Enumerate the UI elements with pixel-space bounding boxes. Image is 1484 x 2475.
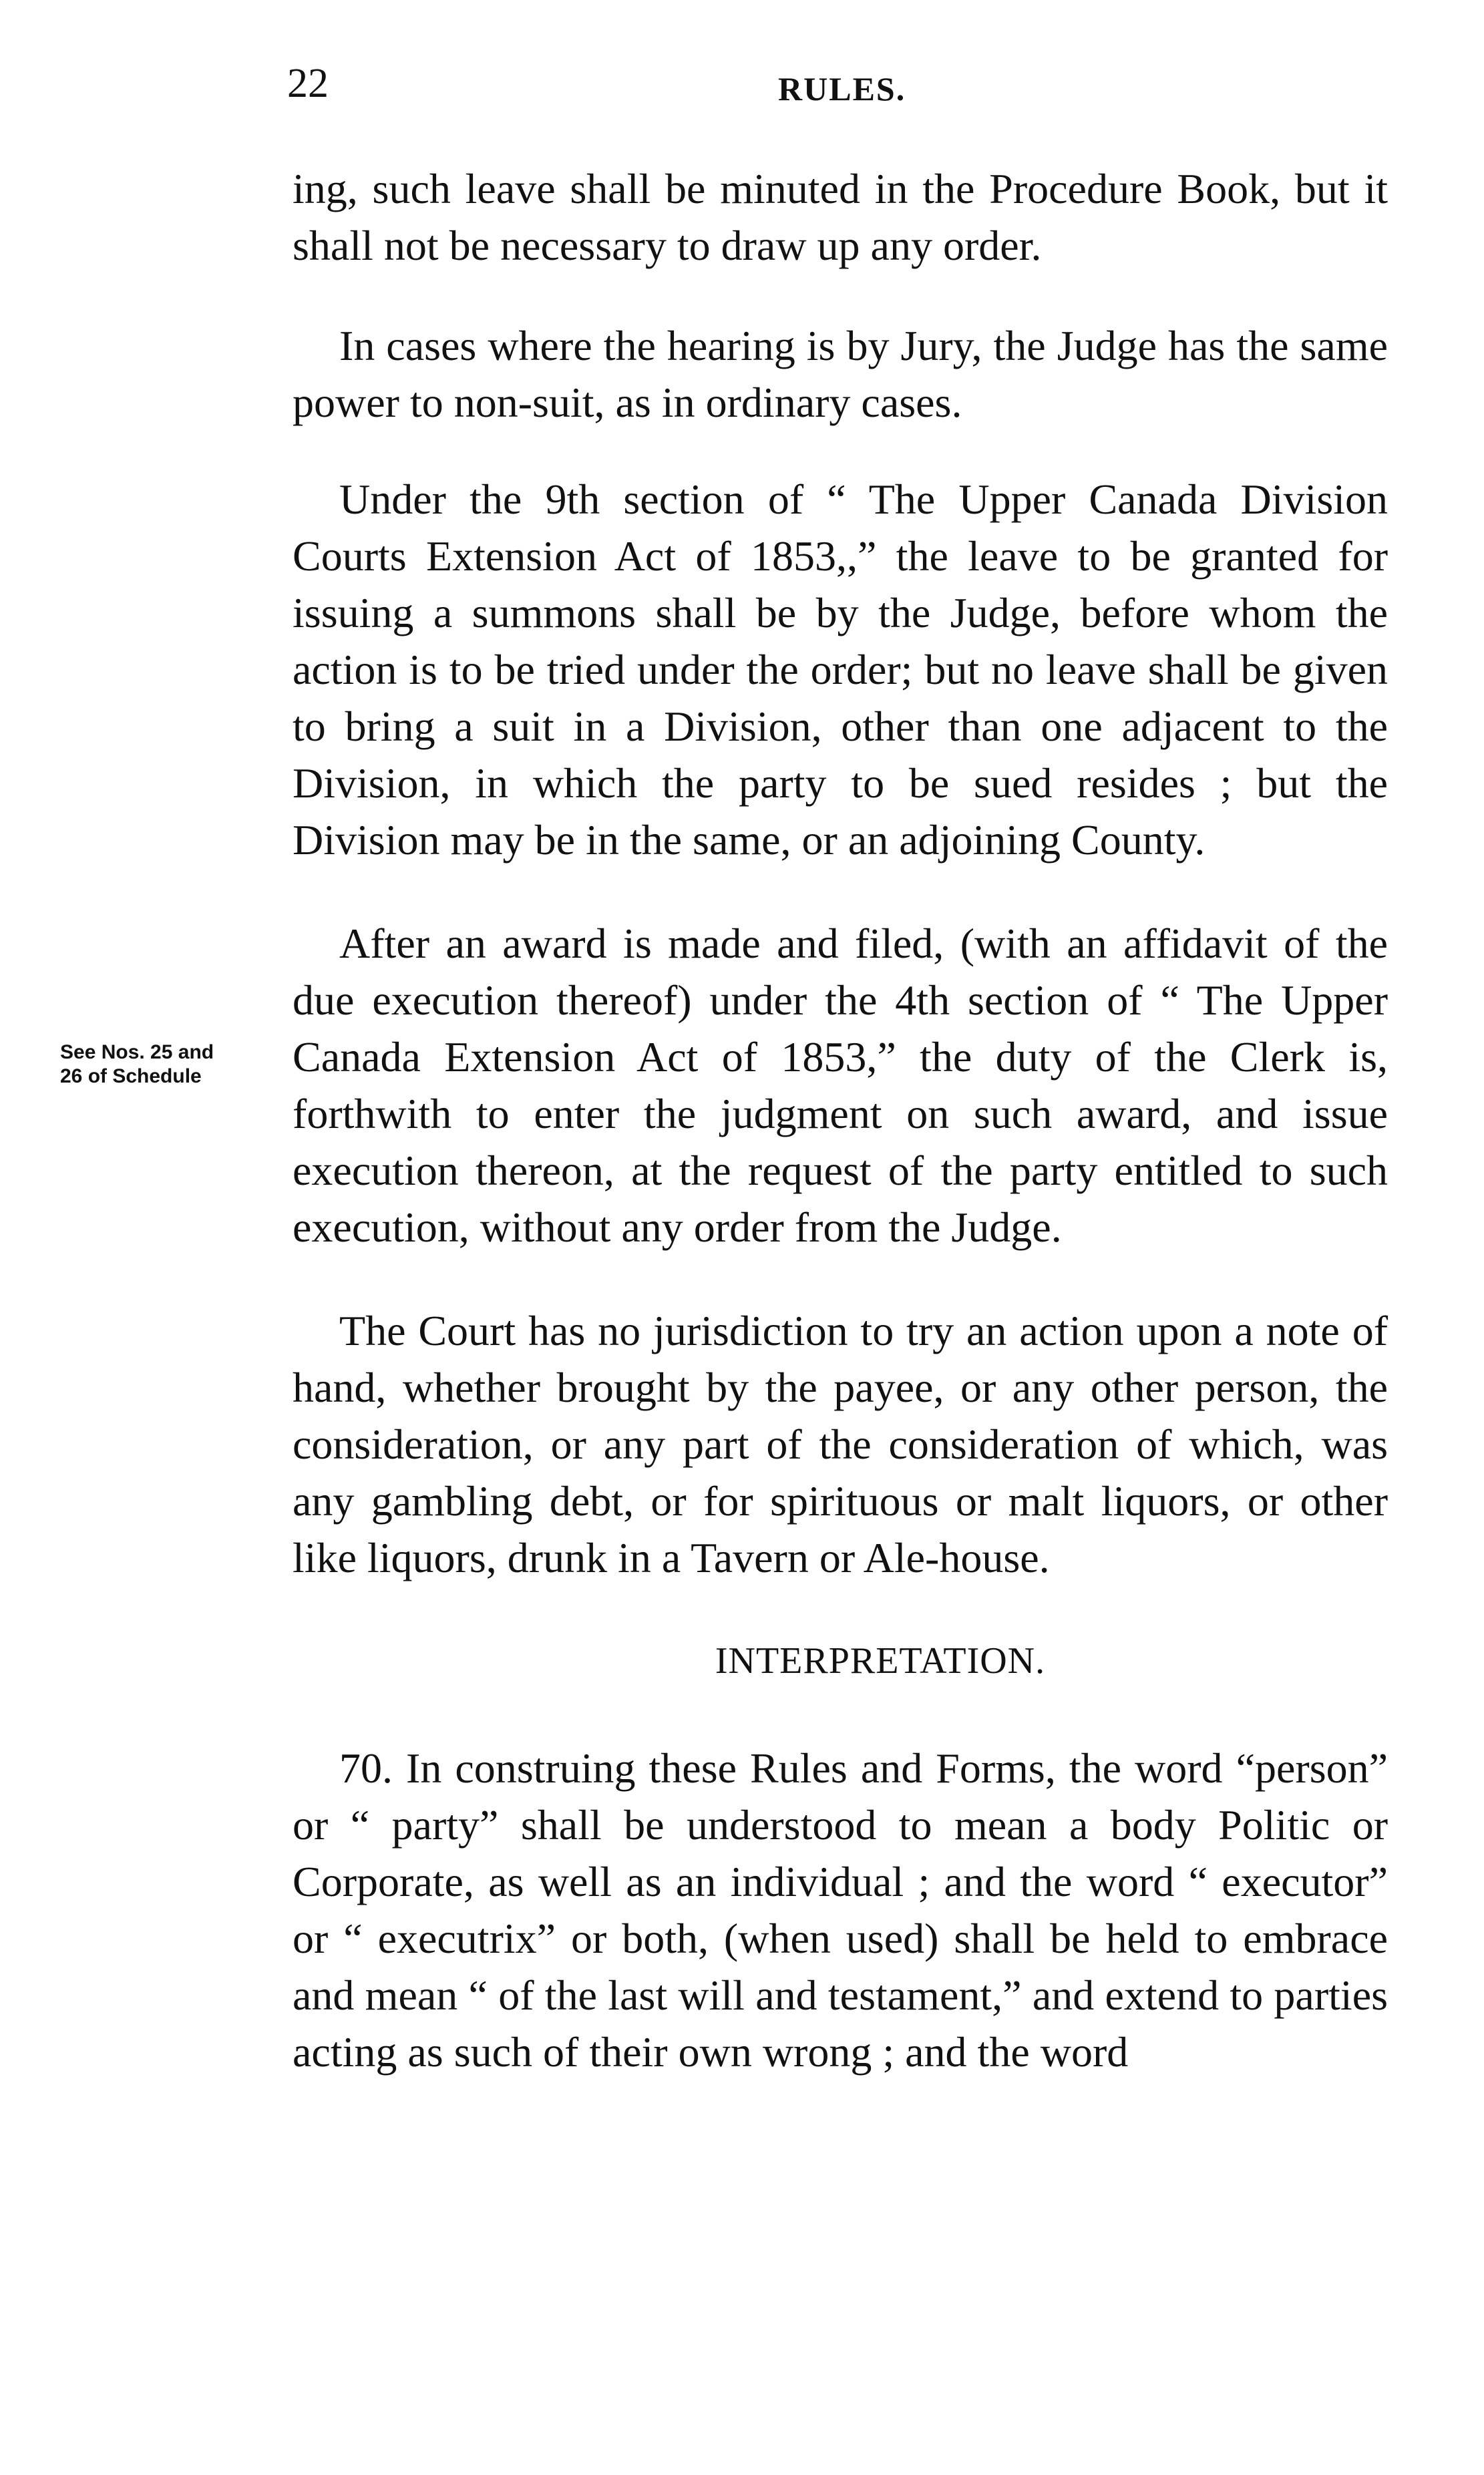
paragraph-rule-70: 70. In construing these Rules and Forms, the word “person” or “ party” shall be understood to mean a body Politic or Corporate, as well as an individual ; and the word “ executor” or “ executrix” or both, (when used) shall be held to embrace and mean “ of the last will and testament,” and extend to parties acting as such of their own wrong ; and the word [293,1744,1388,2076]
margin-note-line: 26 of Schedule [60,1065,202,1087]
text-column [293,160,1388,2080]
running-title: RULES. [778,70,906,108]
paragraph-continued: ing, such leave shall be minuted in the Procedure Book, but it shall not be necessary to draw up any order. [293,165,1388,269]
margin-note-line: See Nos. 25 and [60,1041,214,1063]
paragraph-jurisdiction-note: The Court has no jurisdiction to try an action upon a note of hand, whether brought by the payee, or any other person, the consideration, or any part of the consideration of which, was any gambling debt, or for spirituous or malt liquors, or other like liquors, drunk in a Tavern or Ale-house. [293,1307,1388,1581]
running-head [287,53,1382,114]
margin-note [60,1040,287,1089]
paragraph-extension-act-leave: Under the 9th section of “ The Upper Canada Division Courts Extension Act of 1853,,” the leave to be granted for issuing a summons shall be by the Judge, before whom the action is to be tried under the order; but no leave shall be given to bring a suit in a Division, other than one adjacent to the Division, in which the party to be sued resides ; but the Division may be in the same, or an adjoining County. [293,475,1388,864]
page-number: 22 [287,61,329,106]
paragraph-jury-nonsuit: In cases where the hearing is by Jury, the Judge has the same power to non-suit, as in ordinary cases. [293,322,1388,426]
paragraph-award-judgment: After an award is made and filed, (with an affidavit of the due execution thereof) under the 4th section of “ The Upper Canada Extension Act of 1853,” the duty of the Clerk is, forthwith to enter the judgment on such award, and issue execution thereon, at the request of the party entitled to such execution, without any order from the Judge. [293,920,1388,1251]
section-heading: INTERPRETATION. [715,1640,1046,1682]
